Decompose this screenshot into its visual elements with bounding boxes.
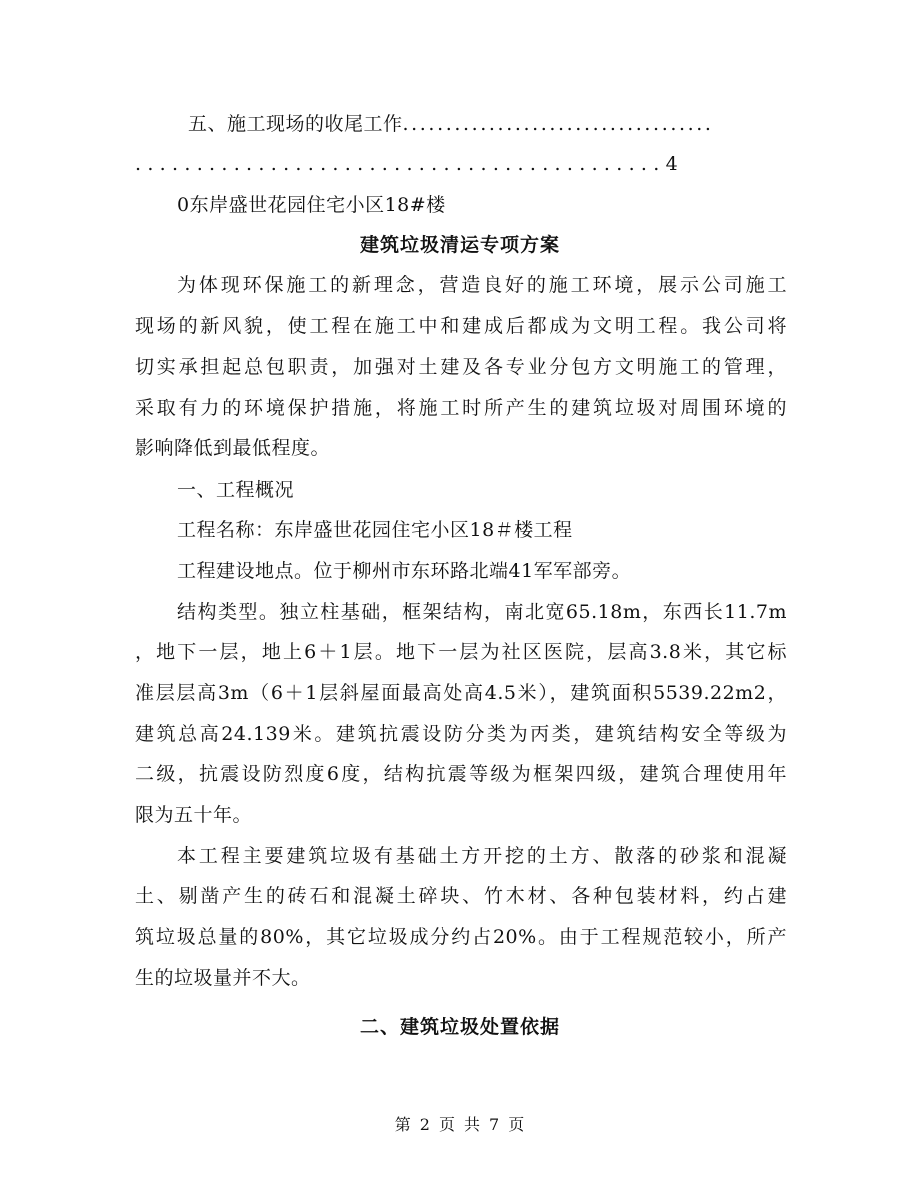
intro-line-5: 影响降低到最低程度。 (135, 437, 331, 459)
intro-line-3: 切实承担起总包职责，加强对土建及各专业分包方文明施工的管理， (135, 356, 787, 378)
project-location: 工程建设地点。位于柳州市东环路北端41军军部旁。 (177, 560, 632, 582)
footer-current-page: 2 (419, 1115, 431, 1134)
intro-line-1: 为体现环保施工的新理念，营造良好的施工环境，展示公司施工 (177, 274, 787, 296)
footer-total-word: 共 (464, 1115, 482, 1134)
footer-prefix: 第 (394, 1115, 412, 1134)
toc-page-number: 4 (665, 153, 679, 175)
waste-line-1: 本工程主要建筑垃圾有基础土方开挖的土方、散落的砂浆和混凝 (177, 845, 787, 867)
document-title: 建筑垃圾清运专项方案 (359, 234, 560, 256)
waste-line-3: 筑垃圾总量的80%，其它垃圾成分约占20%。由于工程规范较小，所产 (135, 926, 787, 948)
waste-line-4: 生的垃圾量并不大。 (135, 967, 311, 989)
waste-line-2: 土、剔凿产生的砖石和混凝土碎块、竹木材、各种包装材料，约占建 (135, 885, 787, 907)
footer-total-pages: 7 (489, 1115, 501, 1134)
structure-line-5: 二级，抗震设防烈度6度，结构抗震等级为框架四级，建筑合理使用年 (135, 763, 787, 785)
toc-leader-dots: .................................... (402, 113, 714, 135)
structure-line-6: 限为五十年。 (135, 804, 253, 826)
footer-page-word: 页 (438, 1115, 456, 1134)
intro-line-4: 采取有力的环境保护措施，将施工时所产生的建筑垃圾对周围环境的 (135, 397, 787, 419)
project-name: 工程名称：东岸盛世花园住宅小区18＃楼工程 (177, 519, 573, 541)
toc-entry (188, 112, 714, 136)
footer-suffix: 页 (508, 1115, 526, 1134)
section-heading-1: 一、工程概况 (177, 479, 295, 501)
toc-entry-continuation (135, 152, 678, 176)
structure-line-4: 建筑总高24.139米。建筑抗震设防分类为丙类，建筑结构安全等级为 (135, 723, 787, 745)
structure-line-3: 准层层高3m（6＋1层斜屋面最高处高4.5米），建筑面积5539.22m2， (135, 682, 787, 704)
location-line: 0东岸盛世花园住宅小区18#楼 (177, 194, 446, 216)
toc-entry-label: 五、施工现场的收尾工作 (188, 113, 403, 135)
structure-line-2: ，地下一层，地上6＋1层。地下一层为社区医院，层高3.8米，其它标 (135, 641, 787, 663)
intro-line-2: 现场的新风貌，使工程在施工中和建成后都成为文明工程。我公司将 (135, 315, 787, 337)
toc-leader-dots-continued: ........................................... (135, 153, 666, 175)
section-heading-2: 二、建筑垃圾处置依据 (359, 1016, 560, 1038)
structure-line-1: 结构类型。独立柱基础，框架结构，南北宽65.18m，东西长11.7m (177, 601, 787, 623)
page-footer (0, 1112, 920, 1135)
